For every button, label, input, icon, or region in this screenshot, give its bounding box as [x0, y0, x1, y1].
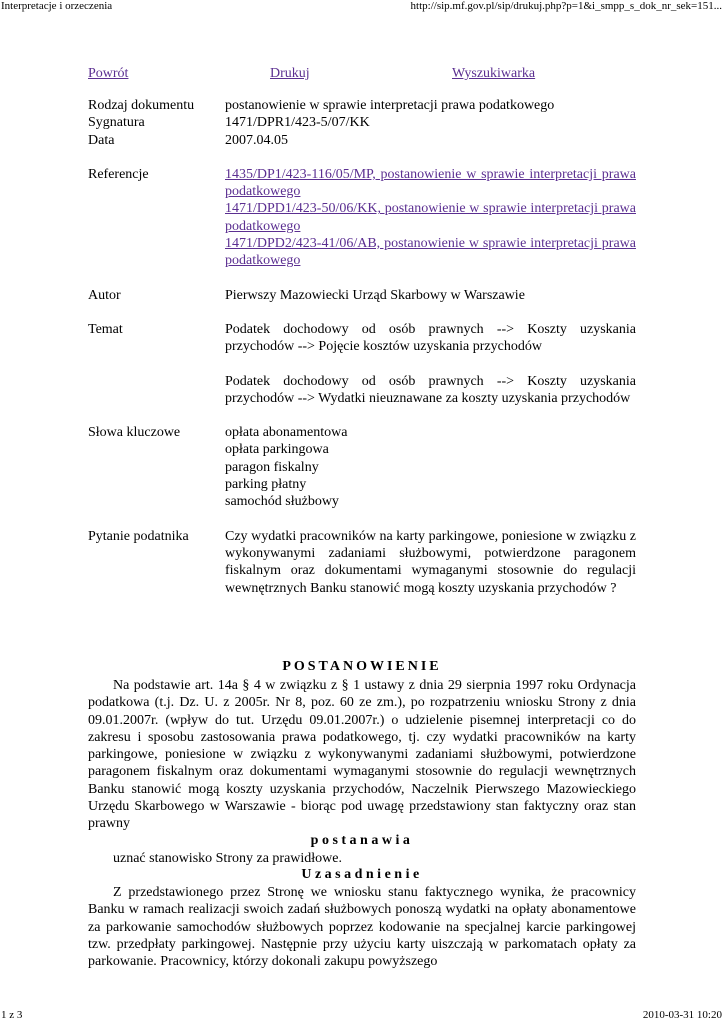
- question-label: Pytanie podatnika: [88, 528, 189, 544]
- decision-title: POSTANOWIENIE: [282, 659, 442, 674]
- print-link[interactable]: Drukuj: [270, 66, 310, 81]
- keyword-item: opłata parkingowa: [225, 442, 329, 458]
- document-metadata: [88, 97, 636, 597]
- question-value: Czy wydatki pracowników na karty parkingowe, poniesione w związku z wykonywanymi zadaniami służbowymi, potwierdzone paragonem fiskalnym oraz dokumentami wymaganymi stosownie do regulacji wewnętrznych Banku stanowić mogą koszty uzyskania przychodów ?: [225, 528, 636, 596]
- keywords-list: [225, 424, 636, 510]
- author-label: Autor: [88, 287, 121, 303]
- doc-type-value: postanowienie w sprawie interpretacji prawa podatkowego: [225, 98, 555, 113]
- signature-value: 1471/DPR1/423-5/07/KK: [225, 115, 370, 131]
- search-link[interactable]: Wyszukiwarka: [452, 66, 536, 81]
- top-navigation: [88, 66, 648, 84]
- date-label: Data: [88, 132, 115, 148]
- browser-page-title: Interpretacje i orzeczenia: [1, 0, 113, 12]
- topic-list: [225, 321, 636, 407]
- justification-heading: Uzasadnienie: [301, 867, 423, 882]
- references-list: [225, 166, 636, 270]
- keyword-item: opłata abonamentowa: [225, 425, 348, 441]
- browser-url: http://sip.mf.gov.pl/sip/drukuj.php?p=1&i_smpp_s_dok_nr_sek=151...: [410, 0, 722, 12]
- author-value: Pierwszy Mazowiecki Urząd Skarbowy w Warszawie: [225, 287, 525, 303]
- paragraph-text: Na podstawie art. 14a § 4 w związku z § 1 ustawy z dnia 29 sierpnia 1997 roku Ordynacja podatkowa (t.j. Dz. U. z 2005r. Nr 8, poz. 60 ze zm.), po rozpatrzeniu wniosku Strony z dnia 09.01.2007r. (wpływ do tut. Urzędu 09.01.2007r.) o udzielenie pisemnej interpretacji co do zakresu i sposobu zastosowania prawa podatkowego, tj. czy wydatki pracowników na karty parkingowe, poniesione w związku z wykonywanymi zadaniami służbowymi, potwierdzone paragonem fiskalnym oraz dokumentami wymaganymi stosownie do regulacji wewnętrznych Banku stanowić mogą koszty uzyskania przychodów, Naczelnik Pierwszego Mazowieckiego Urzędu Skarbowego w Warszawie - biorąc pod uwagę przedstawiony stan faktyczny oraz stan prawny: [88, 678, 636, 832]
- decision-paragraph: [88, 677, 636, 833]
- reference-link[interactable]: 1471/DPD1/423-50/06/KK, postanowienie w sprawie interpretacji prawa podatkowego: [225, 201, 636, 234]
- topic-item: Podatek dochodowy od osób prawnych --> Koszty uzyskania przychodów --> Pojęcie kosztów uzyskania przychodów: [225, 321, 636, 355]
- reference-link[interactable]: 1435/DP1/423-116/05/MP, postanowienie w sprawie interpretacji prawa podatkowego: [225, 166, 636, 200]
- doc-type-label: Rodzaj dokumentu: [88, 98, 195, 113]
- keywords-label: Słowa kluczowe: [88, 425, 181, 441]
- decides-heading: postanawia: [310, 833, 414, 848]
- print-timestamp: 2010-03-31 10:20: [642, 1009, 722, 1021]
- keyword-item: samochód służbowy: [225, 494, 339, 510]
- date-value: 2007.04.05: [225, 132, 288, 148]
- back-link[interactable]: Powrót: [88, 66, 129, 81]
- keyword-item: paragon fiskalny: [225, 459, 319, 475]
- keyword-item: parking płatny: [225, 477, 307, 493]
- topic-item: Podatek dochodowy od osób prawnych --> Koszty uzyskania przychodów --> Wydatki nieuznawane za koszty uzyskania przychodów: [225, 373, 636, 406]
- references-label: Referencje: [88, 166, 149, 182]
- decision-text: uznać stanowisko Strony za prawidłowe.: [113, 851, 342, 866]
- signature-label: Sygnatura: [88, 115, 145, 131]
- justification-paragraph: [88, 884, 636, 970]
- paragraph-text: Z przedstawionego przez Stronę we wniosku stanu faktycznego wynika, że pracownicy Banku w ramach realizacji swoich zadań służbowych ponoszą wydatki na opłaty abonamentowe za parkowanie samochodów służbowych poprzez kodowanie na specjalnej karcie parkingowej tzw. przedpłaty parkingowej. Następnie przy użyciu karty uiszczają w parkomatach opłaty za parkowanie. Pracownicy, którzy dokonali zakupu powyższego: [88, 885, 636, 970]
- page-counter: 1 z 3: [1, 1009, 23, 1021]
- reference-link[interactable]: 1471/DPD2/423-41/06/AB, postanowienie w sprawie interpretacji prawa podatkowego: [225, 236, 636, 269]
- topic-label: Temat: [88, 321, 123, 337]
